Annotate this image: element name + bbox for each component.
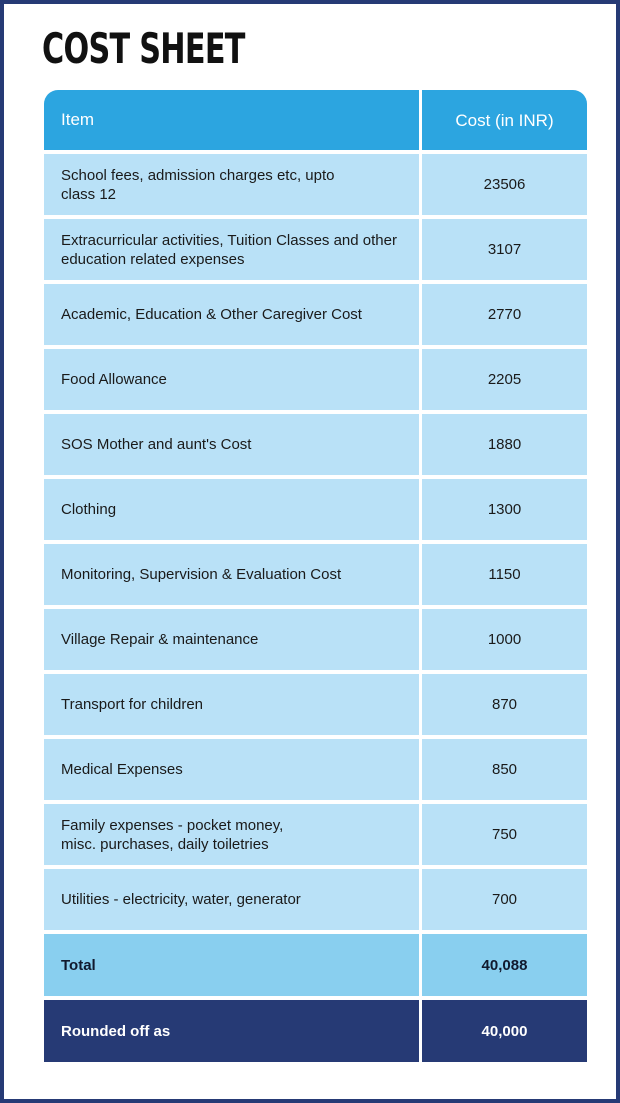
row-item: Extracurricular activities, Tuition Classes and other education related expenses [44, 219, 419, 280]
row-cost: 1880 [422, 414, 587, 475]
row-item: Clothing [44, 479, 419, 540]
row-item: Family expenses - pocket money, misc. purchases, daily toiletries [44, 804, 419, 865]
total-label: Total [44, 934, 419, 996]
row-item: School fees, admission charges etc, upto class 12 [44, 154, 419, 215]
row-item: SOS Mother and aunt's Cost [44, 414, 419, 475]
total-row [44, 934, 587, 996]
table-row [44, 219, 587, 280]
table-header [44, 90, 587, 150]
table-row [44, 674, 587, 735]
table-row [44, 739, 587, 800]
row-item: Village Repair & maintenance [44, 609, 419, 670]
table-row [44, 154, 587, 215]
table-row [44, 349, 587, 410]
row-item: Academic, Education & Other Caregiver Cost [44, 284, 419, 345]
table-row [44, 479, 587, 540]
rounded-row [44, 1000, 587, 1062]
row-cost: 1300 [422, 479, 587, 540]
row-cost: 850 [422, 739, 587, 800]
row-cost: 1150 [422, 544, 587, 605]
header-cost: Cost (in INR) [422, 90, 587, 150]
row-item: Food Allowance [44, 349, 419, 410]
table-row [44, 284, 587, 345]
table-row [44, 804, 587, 865]
row-cost: 750 [422, 804, 587, 865]
table-row [44, 544, 587, 605]
row-cost: 700 [422, 869, 587, 930]
row-cost: 2205 [422, 349, 587, 410]
row-item: Utilities - electricity, water, generator [44, 869, 419, 930]
row-cost: 23506 [422, 154, 587, 215]
row-cost: 870 [422, 674, 587, 735]
page-title: COST SHEET [42, 24, 245, 73]
row-item: Monitoring, Supervision & Evaluation Cost [44, 544, 419, 605]
total-value: 40,088 [422, 934, 587, 996]
rounded-value: 40,000 [422, 1000, 587, 1062]
row-cost: 3107 [422, 219, 587, 280]
row-item: Medical Expenses [44, 739, 419, 800]
header-item: Item [44, 90, 419, 150]
rounded-label: Rounded off as [44, 1000, 419, 1062]
row-cost: 2770 [422, 284, 587, 345]
table-row [44, 869, 587, 930]
row-item: Transport for children [44, 674, 419, 735]
cost-table [44, 90, 587, 1062]
table-row [44, 609, 587, 670]
table-row [44, 414, 587, 475]
row-cost: 1000 [422, 609, 587, 670]
